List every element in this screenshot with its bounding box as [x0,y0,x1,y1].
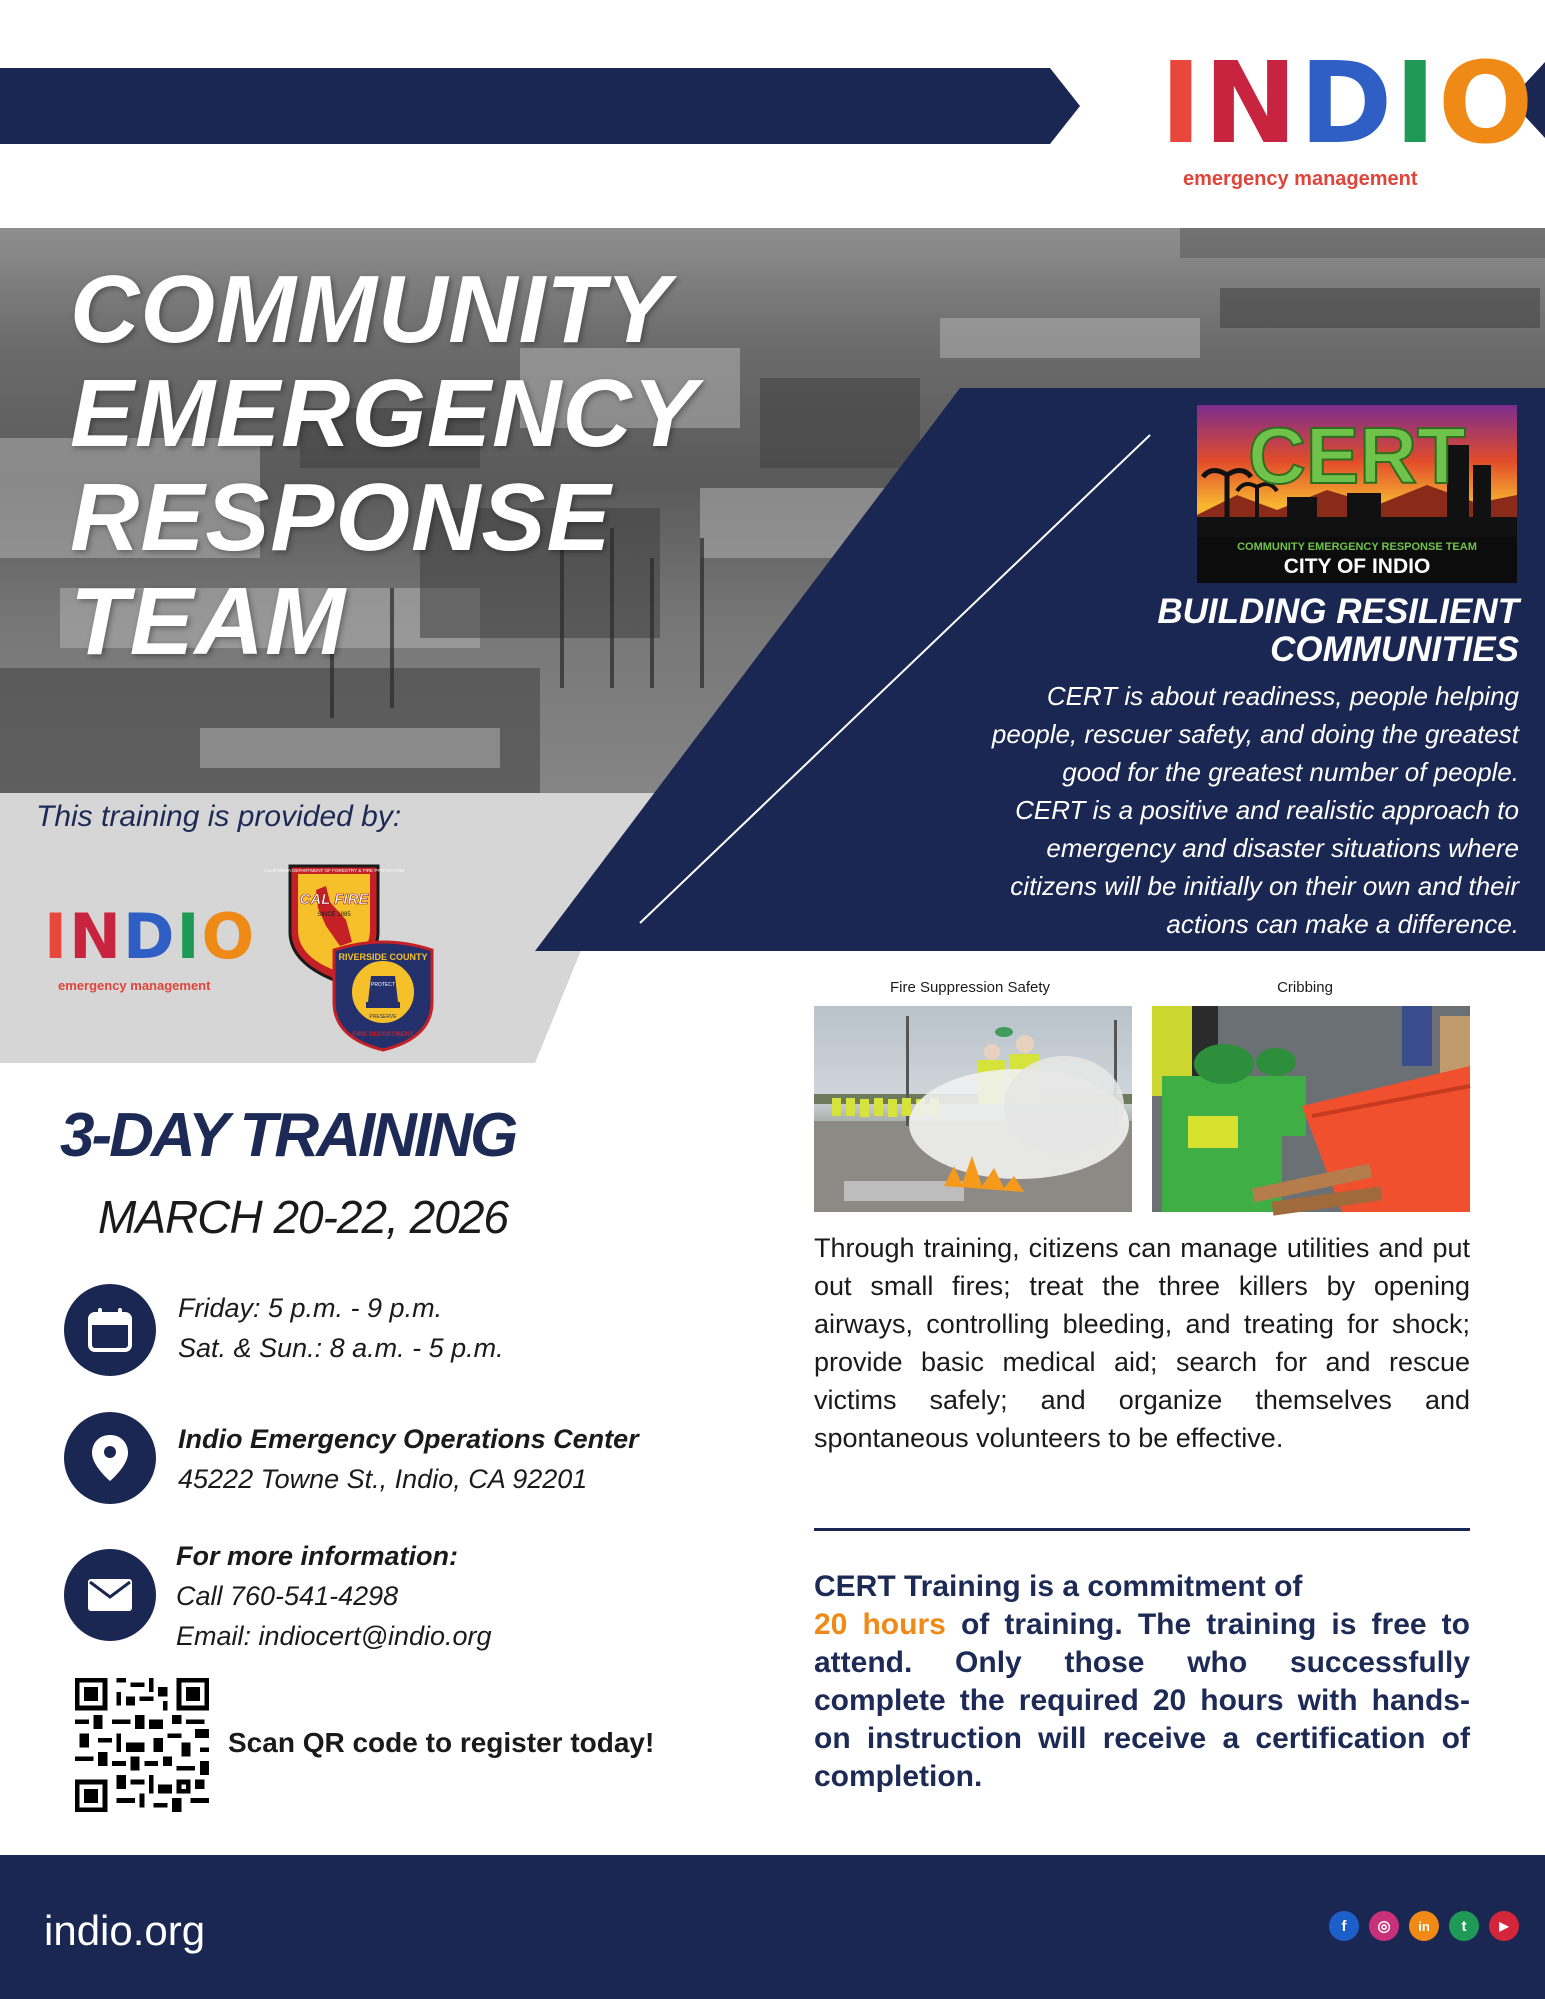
mail-icon [64,1549,156,1641]
riverside-protect: PROTECT [371,982,395,988]
resilient-body-line: CERT is about readiness, people helping [1046,681,1519,711]
indio-logo-provider-subtitle: emergency management [58,978,211,993]
training-dates: MARCH 20-22, 2026 [98,1191,508,1243]
logo-letter-4: I [1394,39,1439,169]
riverside-name: RIVERSIDE COUNTY [338,952,428,962]
cal-fire-since: SINCE 1885 [317,912,351,918]
registration-qr-code[interactable] [75,1678,209,1812]
location-text [178,1419,639,1499]
cert-city: CITY OF INDIO [1283,555,1431,578]
schedule-weekend: Sat. & Sun.: 8 a.m. - 5 p.m. [178,1333,504,1363]
logo-letter-1: I [44,900,70,973]
contact-heading: For more information: [176,1541,458,1571]
schedule-weekday: Friday: 5 p.m. - 9 p.m. [178,1293,443,1323]
indio-logo-top [1160,39,1536,169]
resilient-body [819,677,1519,943]
twitter-icon[interactable]: t [1449,1911,1479,1941]
hero-title [70,258,698,674]
schedule-text [178,1288,504,1368]
hero-title-line-4: TEAM [70,568,346,675]
qr-code-label: Scan QR code to register today! [228,1727,655,1758]
top-banner-bar [0,68,1080,144]
cal-fire-top-text: CALIFORNIA DEPARTMENT OF FORESTRY & FIRE PROTECTION [263,868,405,873]
cert-city-of-indio-logo [1197,405,1517,583]
logo-letter-5: O [201,900,257,973]
instagram-icon[interactable]: ◎ [1369,1911,1399,1941]
linkedin-icon[interactable]: in [1409,1911,1439,1941]
commitment-part-1: CERT Training is a commitment of [814,1570,1303,1603]
contact-text [176,1536,492,1656]
location-address: 45222 Towne St., Indio, CA 92201 [178,1464,588,1494]
resilient-body-line: good for the greatest number of people. [1062,757,1519,787]
logo-letter-2: N [69,900,123,973]
logo-letter-1: I [1160,39,1204,169]
riverside-fire-badge-icon [328,940,438,1052]
photo-caption-cribbing: Cribbing [1277,979,1333,996]
logo-letter-3: D [1299,39,1395,169]
cribbing-photo [1152,1006,1470,1212]
logo-letter-2: N [1203,39,1300,169]
footer-bar [0,1855,1545,1999]
logo-letter-5: O [1438,39,1536,169]
cert-tagline: COMMUNITY EMERGENCY RESPONSE TEAM [1237,541,1477,553]
training-description: Through training, citizens can manage utilities and put out small fires; treat the three killers by opening airways, controlling bleeding, and treating for shock; provide basic medical aid; search for and rescue victims safely; and organize themselves and spontaneous volunteers to be effective. [814,1233,1470,1453]
indio-logo-top-subtitle: emergency management [1183,168,1418,190]
provided-by-label: This training is provided by: [36,800,402,833]
logo-letter-4: I [176,900,202,973]
commitment-part-2: of training. The training is free to attend. Only those who successfully complete the required 20 hours with hands-on instruction will receive a certification of completion. [814,1608,1470,1793]
training-title: 3-DAY TRAINING [60,1101,516,1170]
hero-title-line-3: RESPONSE [70,464,612,571]
cal-fire-name: CAL FIRE [299,891,369,908]
photo-caption-fire: Fire Suppression Safety [889,979,1051,996]
section-divider [814,1528,1470,1531]
logo-letter-3: D [122,900,177,973]
location-pin-icon [64,1412,156,1504]
resilient-body-line: people, rescuer safety, and doing the greatest [991,719,1519,749]
riverside-preserve: PRESERVE [369,1014,397,1020]
fire-suppression-photo [814,1006,1132,1212]
location-name: Indio Emergency Operations Center [178,1424,639,1454]
resilient-heading [1019,593,1519,669]
contact-phone: Call 760-541-4298 [176,1581,399,1611]
resilient-heading-line-2: COMMUNITIES [1270,630,1519,669]
hero-title-line-1: COMMUNITY [70,256,671,363]
commitment-text [814,1568,1470,1796]
contact-email: Email: indiocert@indio.org [176,1621,492,1651]
indio-logo-provider [44,900,257,973]
resilient-body-line: actions can make a difference. [1166,909,1519,939]
riverside-dept: FIRE DEPARTMENT [352,1031,414,1038]
calendar-icon [64,1284,156,1376]
youtube-icon[interactable]: ▶ [1489,1911,1519,1941]
resilient-body-line: CERT is a positive and realistic approach to [1015,795,1519,825]
footer-website-link[interactable]: indio.org [44,1907,206,1954]
commitment-hours-highlight: 20 hours [814,1608,946,1641]
resilient-body-line: emergency and disaster situations where [1046,833,1519,863]
resilient-heading-line-1: BUILDING RESILIENT [1157,592,1519,631]
facebook-icon[interactable]: f [1329,1911,1359,1941]
hero-title-line-2: EMERGENCY [70,360,698,467]
resilient-body-line: citizens will be initially on their own and their [1010,871,1519,901]
cert-wordmark: CERT [1248,411,1466,500]
